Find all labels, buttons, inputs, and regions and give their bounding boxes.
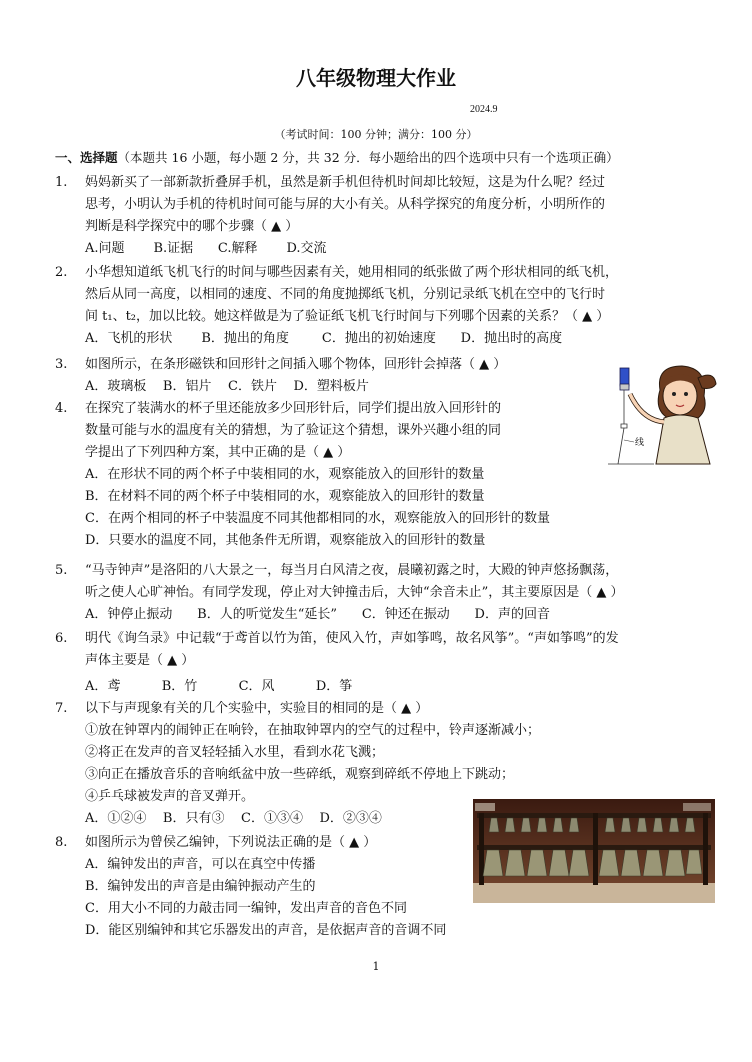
question-text: 听之使人心旷神怡。有同学发现，停止对大钟撞击后，大钟“余音未止”，其主要原因是（ ▲ ） xyxy=(85,585,624,600)
page-number: 1 xyxy=(372,960,380,973)
question-text: 数量可能与水的温度有关的猜想，为了验证这个猜想，课外兴趣小组的同 xyxy=(85,423,502,438)
question-option: B．在材料不同的两个杯子中装相同的水，观察能放入的回形针的数量 xyxy=(85,489,485,504)
question-number: 4. xyxy=(55,401,68,416)
girl-magnet-illustration xyxy=(598,360,718,470)
question-option: C．用大小不同的力敲击同一编钟，发出声音的音色不同 xyxy=(85,901,407,916)
question-text: 学提出了下列四种方案，其中正确的是（ ▲ ） xyxy=(85,445,351,460)
question-options: A．鸢 B．竹 C．风 D．筝 xyxy=(85,679,353,694)
figure-label-thread: 线 xyxy=(635,438,645,448)
question-statement: ①放在钟罩内的闹钟正在响铃，在抽取钟罩内的空气的过程中，铃声逐渐减小； xyxy=(85,723,541,738)
question-text: 明代《询刍录》中记载“于鸢首以竹为笛，使风入竹，声如筝鸣，故名风筝”。“声如筝鸣”的发 xyxy=(85,631,619,646)
exam-meta: （考试时间：100 分钟；满分：100 分） xyxy=(274,128,478,141)
question-text: 在探究了装满水的杯子里还能放多少回形针后，同学们提出放入回形针的 xyxy=(85,401,502,416)
question-text: 间 t₁、t₂，加以比较。她这样做是为了验证纸飞机飞行时间与下列哪个因素的关系？（ ▲ ） xyxy=(85,309,610,324)
section-label: 一、选择题 xyxy=(55,150,118,165)
question-text: 思考，小明认为手机的待机时间可能与屏的大小有关。从科学探究的角度分析，小明所作的 xyxy=(85,197,606,212)
question-option: B．编钟发出的声音是由编钟振动产生的 xyxy=(85,879,316,894)
question-number: 5. xyxy=(55,563,68,578)
question-option: A．在形状不同的两个杯子中装相同的水，观察能放入的回形针的数量 xyxy=(85,467,485,482)
question-text: 小华想知道纸飞机飞行的时间与哪些因素有关，她用相同的纸张做了两个形状相同的纸飞机， xyxy=(85,265,619,280)
question-text: 声体主要是（ ▲ ） xyxy=(85,653,195,668)
question-text: “马寺钟声”是洛阳的八大景之一，每当月白风清之夜，晨曦初露之时，大殿的钟声悠扬飘荡， xyxy=(85,563,619,578)
question-statement: ②将正在发声的音叉轻轻插入水里，看到水花飞溅； xyxy=(85,745,385,760)
question-text: 如图所示为曾侯乙编钟，下列说法正确的是（ ▲ ） xyxy=(85,835,377,850)
question-statement: ④乒乓球被发声的音叉弹开。 xyxy=(85,789,255,804)
question-options: A．玻璃板 B．铝片 C．铁片 D．塑料板片 xyxy=(85,379,369,394)
question-text: 妈妈新买了一部新款折叠屏手机，虽然是新手机但待机时间却比较短，这是为什么呢？经过 xyxy=(85,175,606,190)
section-description: （本题共 16 小题，每小题 2 分，共 32 分．每小题给出的四个选项中只有一个选项正确） xyxy=(117,150,619,165)
question-option: C．在两个相同的杯子中装温度不同其他都相同的水，观察能放入的回形针的数量 xyxy=(85,511,550,526)
bianzhong-bells-photo xyxy=(473,799,715,903)
question-options: A．①②④ B．只有③ C．①③④ D．②③④ xyxy=(85,811,382,826)
question-text: 判断是科学探究中的哪个步骤（ ▲ ） xyxy=(85,219,299,234)
question-number: 6. xyxy=(55,631,68,646)
question-options: A．钟停止振动 B．人的听觉发生“延长” C．钟还在振动 D．声的回音 xyxy=(85,607,550,622)
question-option: A．编钟发出的声音，可以在真空中传播 xyxy=(85,857,316,872)
section-heading xyxy=(55,148,619,166)
question-number: 1. xyxy=(55,175,68,190)
page-title: 八年级物理大作业 xyxy=(296,66,456,90)
question-options: A.问题 B.证据 C.解释 D.交流 xyxy=(85,241,327,256)
question-statement: ③向正在播放音乐的音响纸盆中放一些碎纸，观察到碎纸不停地上下跳动； xyxy=(85,767,515,782)
question-options: A．飞机的形状 B．抛出的角度 C．抛出的初始速度 D．抛出时的高度 xyxy=(85,331,563,346)
question-number: 8. xyxy=(55,835,68,850)
question-text: 然后从同一高度，以相同的速度、不同的角度抛掷纸飞机，分别记录纸飞机在空中的飞行时 xyxy=(85,287,606,302)
question-text: 如图所示，在条形磁铁和回形针之间插入哪个物体，回形针会掉落（ ▲ ） xyxy=(85,357,507,372)
question-number: 7. xyxy=(55,701,68,716)
exam-date: 2024.9 xyxy=(470,104,498,115)
question-option: D．只要水的温度不同，其他条件无所谓，观察能放入的回形针的数量 xyxy=(85,533,486,548)
question-text: 以下与声现象有关的几个实验中，实验目的相同的是（ ▲ ） xyxy=(85,701,429,716)
question-number: 2. xyxy=(55,265,68,280)
question-option: D．能区别编钟和其它乐器发出的声音，是依据声音的音调不同 xyxy=(85,923,447,938)
question-number: 3. xyxy=(55,357,68,372)
